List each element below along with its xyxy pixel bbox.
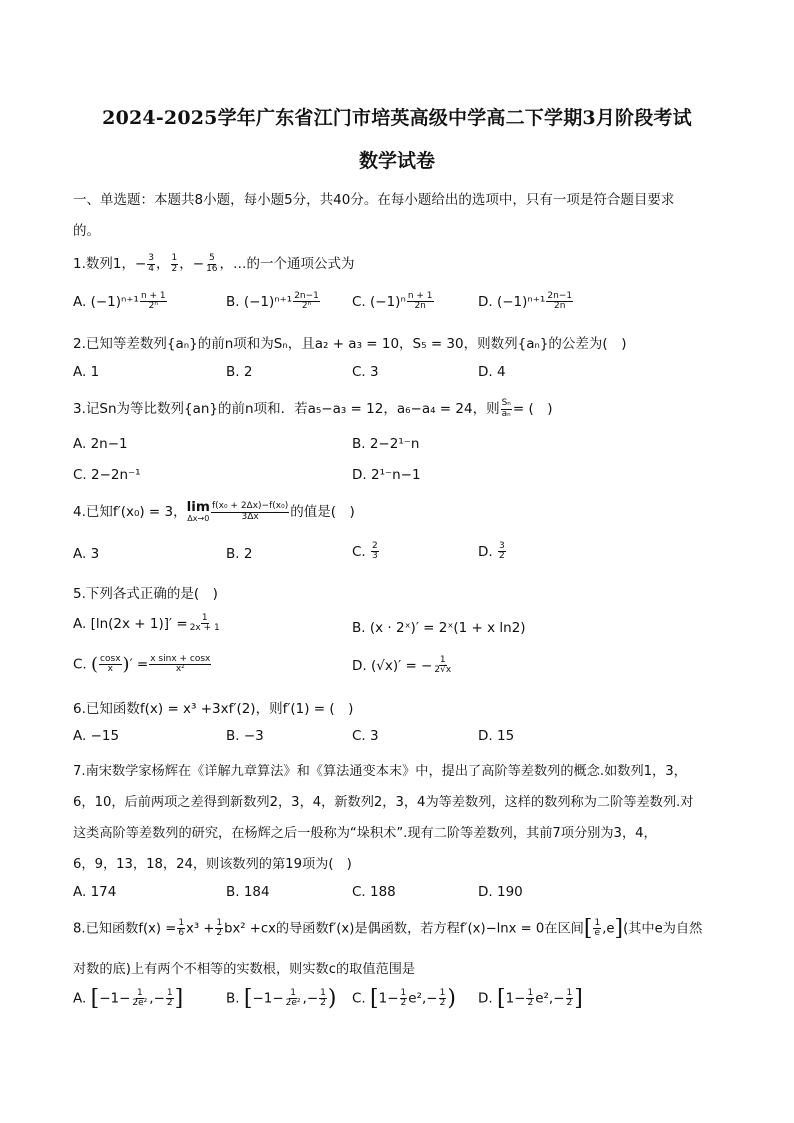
q4-option-c[interactable]: C. $\frac{2}{3}$ — [352, 541, 378, 562]
fraction: $\frac{3}{4}$ — [148, 253, 155, 274]
exam-subtitle: 数学试卷 — [358, 150, 435, 172]
q3-option-c[interactable]: C. 2−2n⁻¹ — [73, 467, 141, 483]
question-7-line4: 6，9，13，18，24，则该数列的第19项为( ) — [73, 857, 352, 872]
q5-option-d[interactable]: D. (√x)′ = − $\frac{1}{2√x}$ — [352, 655, 452, 676]
q3-option-d[interactable]: D. 2¹⁻n−1 — [352, 467, 421, 483]
q1-option-a[interactable]: A. (−1)ⁿ⁺¹ $\frac{n + 1}{\text{2ⁿ}}$ — [73, 291, 166, 312]
question-1-stem: 1.数列1，− $\frac{3}{4}$ ， $\frac{1}{2}$ ，− $\frac{5}{16}$ ，…的一个通项公式为 — [73, 253, 355, 274]
question-7-line3: 这类高阶等差数列的研究，在杨辉之后一般称为“垛积术”.现有二阶等差数列，其前7项分别为3，4， — [73, 826, 657, 841]
q8-option-a[interactable]: A. [−1− $\frac{1}{\text{2e²}}$ ,− $\frac{1}{2}$ ] — [73, 986, 184, 1011]
q5-option-c[interactable]: C. ( $\frac{\cos x}{x}$ )′ = $\frac{\text{x sinx + cosx}}{\text{x²}}$ — [73, 653, 211, 675]
question-7-line2: 6，10，后前两项之差得到新数列2，3，4，新数列2，3，4为等差数列，这样的数列称为二阶等差数列.对 — [73, 795, 694, 810]
question-2-stem: 2.已知等差数列{aₙ}的前n项和为Sₙ，且a₂ + a₃ = 10，S₅ = 30，则数列{aₙ}的公差为( ) — [73, 336, 627, 352]
q1-option-c[interactable]: C. (−1)ⁿ $\frac{n + 1}{2n}$ — [352, 291, 433, 312]
q7-option-b[interactable]: B. 184 — [226, 884, 270, 900]
question-7-line1: 7.南宋数学家杨辉在《详解九章算法》和《算法通变本末》中，提出了高阶等差数列的概念.如数列1，3， — [73, 764, 687, 779]
q6-option-d[interactable]: D. 15 — [478, 728, 515, 744]
question-4-stem: 4.已知f′(x₀) = 3， lim Δx→0 $\frac{\text{f(x₀ + 2Δx)−f(x₀)}}{3\Delta x}$ 的值是( ) — [73, 499, 355, 523]
q7-option-c[interactable]: C. 188 — [352, 884, 396, 900]
question-6-stem: 6.已知函数f(x) = x³ +3xf′(2)，则f′(1) = ( ) — [73, 701, 354, 717]
question-5-stem: 5.下列各式正确的是( ) — [73, 586, 218, 602]
question-8-line1: 8.已知函数f(x) = $\frac{1}{6}$ x³ + $\frac{1}{2}$ bx² +cx的导函数f′(x)是偶函数，若方程f′(x)−lnx = 0在区间[ $\frac{1}{e}$ ,e](其中e为自然 — [73, 916, 703, 941]
q5-option-a[interactable]: A. [ln(2x + 1)]′ = $\frac{1}{2x + 1}$ — [73, 613, 220, 634]
fraction: $\frac{\text{f(x₀ + 2Δx)−f(x₀)}}{3\Delta x}$ — [211, 501, 289, 522]
q1-option-d[interactable]: D. (−1)ⁿ⁺¹ $\frac{2n-1}{2n}$ — [478, 291, 573, 312]
q8-option-c[interactable]: C. [1− $\frac{1}{2}$ e²,− $\frac{1}{2}$ ) — [352, 986, 456, 1011]
q4-option-a[interactable]: A. 3 — [73, 546, 100, 562]
q2-option-a[interactable]: A. 1 — [73, 364, 100, 380]
section-intro-line1: 一、单选题：本题共8小题，每小题5分，共40分。在每小题给出的选项中，只有一项是符合题目要求 — [73, 192, 675, 208]
q7-option-a[interactable]: A. 174 — [73, 884, 117, 900]
q1-option-b[interactable]: B. (−1)ⁿ⁺¹ $\frac{2n-1}{\text{2ⁿ}}$ — [226, 291, 319, 312]
question-8-line2: 对数的底)上有两个不相等的实数根，则实数c的取值范围是 — [73, 962, 416, 977]
q8-option-d[interactable]: D. [1− $\frac{1}{2}$ e²,− $\frac{1}{2}$ ] — [478, 986, 583, 1011]
q2-option-d[interactable]: D. 4 — [478, 364, 506, 380]
q2-option-b[interactable]: B. 2 — [226, 364, 253, 380]
q3-option-b[interactable]: B. 2−2¹⁻n — [352, 436, 420, 452]
q2-option-c[interactable]: C. 3 — [352, 364, 379, 380]
limit-operator: lim Δx→0 — [186, 499, 210, 523]
question-3-stem: 3.记Sn为等比数列{an}的前n项和．若a₅−a₃ = 12，a₆−a₄ = 24，则 $\frac{\text{Sₙ}}{\text{aₙ}}$ = ( ) — [73, 398, 553, 419]
q7-option-d[interactable]: D. 190 — [478, 884, 523, 900]
q3-option-a[interactable]: A. 2n−1 — [73, 436, 128, 452]
q6-option-a[interactable]: A. −15 — [73, 728, 120, 744]
fraction: $\frac{\text{Sₙ}}{\text{aₙ}}$ — [501, 398, 511, 419]
exam-title: 2024-2025学年广东省江门市培英高级中学高二下学期3月阶段考试 — [102, 107, 692, 129]
q5-option-b[interactable]: B. (x · 2ˣ)′ = 2ˣ(1 + x ln2) — [352, 620, 526, 636]
fraction: $\frac{5}{16}$ — [206, 253, 218, 274]
q6-option-c[interactable]: C. 3 — [352, 728, 379, 744]
q4-option-b[interactable]: B. 2 — [226, 546, 253, 562]
fraction: $\frac{1}{2}$ — [171, 253, 178, 274]
q6-option-b[interactable]: B. −3 — [226, 728, 264, 744]
section-intro-line2: 的。 — [73, 223, 100, 239]
q4-option-d[interactable]: D. $\frac{3}{2}$ — [478, 541, 505, 562]
q8-option-b[interactable]: B. [−1− $\frac{1}{\text{2e²}}$ ,− $\frac{1}{2}$ ) — [226, 986, 337, 1011]
